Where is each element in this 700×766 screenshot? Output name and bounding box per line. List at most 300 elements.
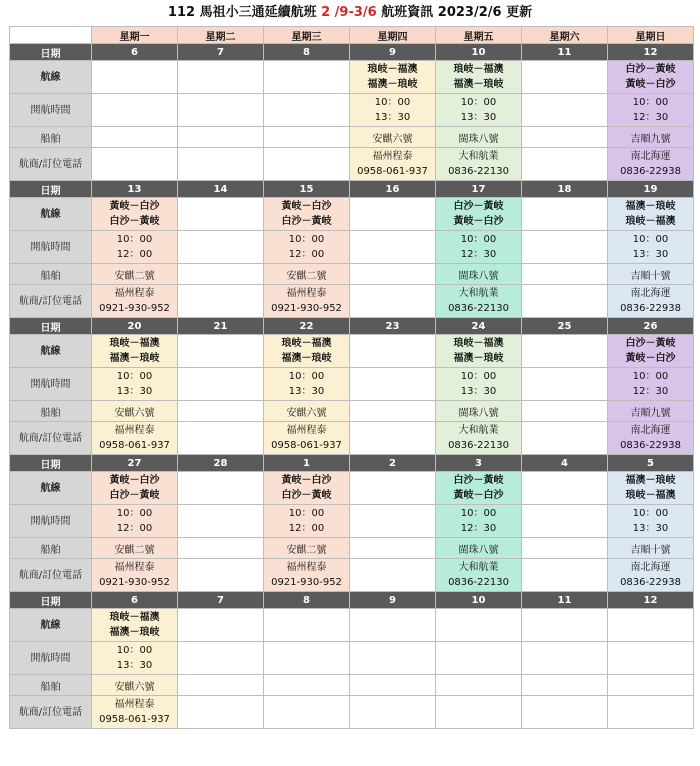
agent-cell (436, 148, 522, 181)
empty-cell (178, 198, 264, 231)
ship-cell: 吉順十號 (608, 538, 694, 559)
empty-cell (92, 148, 178, 181)
time-line: 13：30 (116, 660, 153, 671)
agent-line: 福州程泰 (286, 288, 327, 299)
route-row (10, 198, 694, 231)
route-row (10, 609, 694, 642)
time-line: 10：00 (288, 508, 325, 519)
agent-line: 福州程泰 (286, 562, 327, 573)
empty-cell (350, 368, 436, 401)
route-line: 琅岐－福澳 (109, 338, 160, 349)
empty-cell (178, 559, 264, 592)
time-row (10, 368, 694, 401)
route-line: 白沙－黃岐 (109, 490, 160, 501)
empty-cell (522, 609, 608, 642)
time-line: 12：00 (116, 523, 153, 534)
empty-cell (350, 285, 436, 318)
empty-cell (92, 61, 178, 94)
date-cell: 1 (264, 455, 350, 472)
ship-row (10, 401, 694, 422)
route-cell (608, 335, 694, 368)
agent-line: 福州程泰 (372, 151, 413, 162)
agent-cell (608, 285, 694, 318)
empty-cell (350, 198, 436, 231)
ship-cell: 安麒六號 (92, 401, 178, 422)
route-cell (436, 335, 522, 368)
empty-cell (350, 401, 436, 422)
empty-cell (178, 642, 264, 675)
empty-cell (178, 675, 264, 696)
date-cell: 23 (350, 318, 436, 335)
page-title (0, 0, 700, 26)
header-corner (10, 27, 92, 44)
date-cell: 22 (264, 318, 350, 335)
agent-label: 航商/訂位電話 (10, 696, 92, 729)
route-cell (92, 609, 178, 642)
route-label: 航線 (10, 335, 92, 368)
ship-cell: 閩珠八號 (436, 401, 522, 422)
route-label: 航線 (10, 61, 92, 94)
empty-cell (522, 675, 608, 696)
time-line: 13：30 (288, 386, 325, 397)
time-cell (92, 642, 178, 675)
route-line: 黃岐－白沙 (281, 201, 332, 212)
time-row (10, 94, 694, 127)
date-cell: 21 (178, 318, 264, 335)
route-line: 白沙－黃岐 (281, 490, 332, 501)
time-label: 開航時間 (10, 231, 92, 264)
empty-cell (522, 422, 608, 455)
date-cell: 6 (92, 592, 178, 609)
date-label: 日期 (10, 455, 92, 472)
weekday-header: 星期五 (436, 27, 522, 44)
empty-cell (264, 148, 350, 181)
time-line: 10：00 (288, 371, 325, 382)
route-label: 航線 (10, 472, 92, 505)
empty-cell (522, 127, 608, 148)
time-label: 開航時間 (10, 368, 92, 401)
empty-cell (178, 472, 264, 505)
agent-line: 0958-061-937 (99, 714, 170, 725)
empty-cell (178, 422, 264, 455)
time-line: 10：00 (288, 234, 325, 245)
time-line: 10：00 (116, 371, 153, 382)
date-cell: 19 (608, 181, 694, 198)
empty-cell (522, 401, 608, 422)
agent-cell (92, 285, 178, 318)
time-cell (608, 505, 694, 538)
route-cell (92, 472, 178, 505)
empty-cell (264, 61, 350, 94)
agent-line: 福州程泰 (286, 425, 327, 436)
date-cell: 26 (608, 318, 694, 335)
route-cell (608, 472, 694, 505)
empty-cell (522, 94, 608, 127)
ship-cell: 安麒六號 (264, 401, 350, 422)
date-cell: 5 (608, 455, 694, 472)
ship-cell: 安麒二號 (264, 538, 350, 559)
ship-cell: 閩珠八號 (436, 264, 522, 285)
date-label: 日期 (10, 44, 92, 61)
empty-cell (178, 148, 264, 181)
route-line: 福澳－琅岐 (453, 353, 504, 364)
title-suffix: 航班資訊 2023/2/6 更新 (376, 5, 533, 20)
agent-line: 0921-930-952 (99, 577, 170, 588)
agent-line: 0836-22938 (620, 166, 681, 177)
agent-line: 大和航業 (458, 151, 499, 162)
agent-line: 0958-061-937 (99, 440, 170, 451)
empty-cell (178, 696, 264, 729)
route-line: 黃岐－白沙 (453, 490, 504, 501)
date-cell: 9 (350, 592, 436, 609)
empty-cell (522, 696, 608, 729)
route-line: 白沙－黃岐 (453, 201, 504, 212)
route-line: 福澳－琅岐 (625, 475, 676, 486)
agent-line: 0836-22938 (620, 577, 681, 588)
agent-line: 0921-930-952 (271, 303, 342, 314)
date-row (10, 318, 694, 335)
date-cell: 9 (350, 44, 436, 61)
agent-line: 福州程泰 (114, 425, 155, 436)
date-cell: 7 (178, 44, 264, 61)
agent-row (10, 696, 694, 729)
time-cell (608, 231, 694, 264)
time-line: 10：00 (116, 234, 153, 245)
time-line: 12：00 (116, 249, 153, 260)
time-line: 10：00 (632, 97, 669, 108)
route-line: 琅岐－福澳 (453, 64, 504, 75)
empty-cell (264, 642, 350, 675)
route-line: 福澳－琅岐 (281, 353, 332, 364)
route-cell (264, 472, 350, 505)
agent-row (10, 559, 694, 592)
agent-line: 福州程泰 (114, 699, 155, 710)
date-label: 日期 (10, 592, 92, 609)
ship-label: 船舶 (10, 264, 92, 285)
empty-cell (178, 609, 264, 642)
date-row (10, 181, 694, 198)
empty-cell (522, 559, 608, 592)
empty-cell (522, 285, 608, 318)
time-label: 開航時間 (10, 642, 92, 675)
empty-cell (522, 335, 608, 368)
agent-cell (436, 285, 522, 318)
ship-cell: 閩珠八號 (436, 538, 522, 559)
ship-label: 船舶 (10, 538, 92, 559)
empty-cell (350, 231, 436, 264)
agent-cell (264, 559, 350, 592)
date-cell: 18 (522, 181, 608, 198)
date-cell: 8 (264, 592, 350, 609)
agent-line: 大和航業 (458, 288, 499, 299)
route-label: 航線 (10, 609, 92, 642)
date-cell: 15 (264, 181, 350, 198)
route-line: 白沙－黃岐 (453, 475, 504, 486)
date-cell: 12 (608, 592, 694, 609)
empty-cell (608, 675, 694, 696)
empty-cell (522, 198, 608, 231)
time-line: 12：30 (632, 386, 669, 397)
date-cell: 16 (350, 181, 436, 198)
agent-line: 0958-061-937 (357, 166, 428, 177)
route-row (10, 472, 694, 505)
empty-cell (178, 127, 264, 148)
empty-cell (522, 61, 608, 94)
empty-cell (350, 335, 436, 368)
empty-cell (522, 505, 608, 538)
empty-cell (522, 264, 608, 285)
empty-cell (522, 368, 608, 401)
time-cell (264, 505, 350, 538)
agent-line: 南北海運 (630, 562, 671, 573)
weekday-header: 星期四 (350, 27, 436, 44)
agent-cell (608, 148, 694, 181)
date-cell: 4 (522, 455, 608, 472)
date-cell: 11 (522, 592, 608, 609)
agent-line: 南北海運 (630, 288, 671, 299)
route-line: 黃岐－白沙 (281, 475, 332, 486)
date-cell: 10 (436, 592, 522, 609)
empty-cell (178, 505, 264, 538)
agent-cell (92, 696, 178, 729)
route-line: 白沙－黃岐 (281, 216, 332, 227)
time-cell (608, 94, 694, 127)
route-line: 琅岐－福澳 (367, 64, 418, 75)
ferry-schedule-table (9, 26, 694, 729)
time-row (10, 642, 694, 675)
agent-row (10, 422, 694, 455)
date-cell: 12 (608, 44, 694, 61)
ship-cell: 吉順九號 (608, 401, 694, 422)
ship-label: 船舶 (10, 127, 92, 148)
route-cell (350, 61, 436, 94)
time-line: 10：00 (116, 508, 153, 519)
agent-line: 0921-930-952 (99, 303, 170, 314)
time-label: 開航時間 (10, 94, 92, 127)
weekday-header: 星期二 (178, 27, 264, 44)
route-line: 福澳－琅岐 (625, 201, 676, 212)
date-cell: 8 (264, 44, 350, 61)
date-cell: 25 (522, 318, 608, 335)
route-line: 琅岐－福澳 (281, 338, 332, 349)
agent-line: 0836-22130 (448, 166, 509, 177)
empty-cell (608, 642, 694, 675)
empty-cell (436, 696, 522, 729)
empty-cell (92, 94, 178, 127)
time-line: 10：00 (116, 645, 153, 656)
time-cell (92, 368, 178, 401)
empty-cell (350, 559, 436, 592)
agent-line: 0836-22130 (448, 440, 509, 451)
ship-cell: 閩珠八號 (436, 127, 522, 148)
route-cell (436, 472, 522, 505)
empty-cell (436, 675, 522, 696)
agent-cell (350, 148, 436, 181)
empty-cell (264, 696, 350, 729)
empty-cell (178, 538, 264, 559)
date-cell: 6 (92, 44, 178, 61)
route-cell (264, 198, 350, 231)
ship-row (10, 264, 694, 285)
route-line: 黃岐－白沙 (625, 79, 676, 90)
route-line: 黃岐－白沙 (109, 475, 160, 486)
ship-label: 船舶 (10, 401, 92, 422)
empty-cell (522, 642, 608, 675)
ship-cell: 吉順九號 (608, 127, 694, 148)
agent-label: 航商/訂位電話 (10, 559, 92, 592)
empty-cell (92, 127, 178, 148)
agent-cell (264, 285, 350, 318)
ship-cell: 安麒二號 (92, 538, 178, 559)
route-line: 琅岐－福澳 (625, 216, 676, 227)
weekday-header: 星期三 (264, 27, 350, 44)
date-cell: 3 (436, 455, 522, 472)
route-line: 黃岐－白沙 (453, 216, 504, 227)
time-cell (436, 368, 522, 401)
agent-line: 大和航業 (458, 562, 499, 573)
time-cell (608, 368, 694, 401)
route-cell (608, 61, 694, 94)
route-line: 白沙－黃岐 (109, 216, 160, 227)
agent-line: 0836-22130 (448, 577, 509, 588)
agent-line: 大和航業 (458, 425, 499, 436)
time-row (10, 505, 694, 538)
time-line: 10：00 (374, 97, 411, 108)
empty-cell (178, 94, 264, 127)
agent-cell (436, 559, 522, 592)
agent-line: 0836-22938 (620, 303, 681, 314)
time-line: 10：00 (632, 371, 669, 382)
empty-cell (608, 696, 694, 729)
time-row (10, 231, 694, 264)
time-cell (92, 231, 178, 264)
agent-line: 南北海運 (630, 425, 671, 436)
route-line: 福澳－琅岐 (453, 79, 504, 90)
agent-cell (92, 422, 178, 455)
empty-cell (350, 422, 436, 455)
date-cell: 24 (436, 318, 522, 335)
route-line: 琅岐－福澳 (625, 490, 676, 501)
route-cell (436, 198, 522, 231)
empty-cell (178, 61, 264, 94)
empty-cell (436, 609, 522, 642)
route-label: 航線 (10, 198, 92, 231)
date-cell: 20 (92, 318, 178, 335)
empty-cell (350, 538, 436, 559)
empty-cell (350, 505, 436, 538)
route-line: 琅岐－福澳 (109, 612, 160, 623)
empty-cell (350, 264, 436, 285)
empty-cell (178, 231, 264, 264)
agent-cell (608, 559, 694, 592)
route-line: 琅岐－福澳 (453, 338, 504, 349)
time-line: 13：30 (116, 386, 153, 397)
route-cell (264, 335, 350, 368)
empty-cell (178, 335, 264, 368)
empty-cell (178, 401, 264, 422)
empty-cell (350, 472, 436, 505)
agent-row (10, 285, 694, 318)
route-cell (92, 335, 178, 368)
date-cell: 11 (522, 44, 608, 61)
time-line: 10：00 (632, 508, 669, 519)
agent-cell (436, 422, 522, 455)
time-cell (436, 505, 522, 538)
empty-cell (350, 675, 436, 696)
date-label: 日期 (10, 181, 92, 198)
date-cell: 14 (178, 181, 264, 198)
ship-cell: 安麒二號 (92, 264, 178, 285)
agent-line: 南北海運 (630, 151, 671, 162)
date-row (10, 592, 694, 609)
ship-row (10, 675, 694, 696)
empty-cell (264, 94, 350, 127)
route-line: 白沙－黃岐 (625, 64, 676, 75)
agent-line: 0958-061-937 (271, 440, 342, 451)
empty-cell (264, 127, 350, 148)
date-label: 日期 (10, 318, 92, 335)
agent-label: 航商/訂位電話 (10, 148, 92, 181)
time-line: 13：30 (632, 523, 669, 534)
empty-cell (350, 609, 436, 642)
time-line: 13：30 (460, 112, 497, 123)
agent-label: 航商/訂位電話 (10, 422, 92, 455)
date-cell: 10 (436, 44, 522, 61)
route-line: 福澳－琅岐 (367, 79, 418, 90)
route-line: 黃岐－白沙 (109, 201, 160, 212)
time-cell (436, 231, 522, 264)
date-cell: 2 (350, 455, 436, 472)
date-cell: 7 (178, 592, 264, 609)
weekday-header: 星期日 (608, 27, 694, 44)
time-line: 12：30 (460, 523, 497, 534)
route-line: 福澳－琅岐 (109, 627, 160, 638)
time-line: 13：30 (374, 112, 411, 123)
title-date-range: 2 /9-3/6 (321, 5, 377, 20)
time-label: 開航時間 (10, 505, 92, 538)
route-row (10, 61, 694, 94)
time-line: 10：00 (460, 508, 497, 519)
agent-line: 福州程泰 (114, 288, 155, 299)
ship-cell: 安麒二號 (264, 264, 350, 285)
time-line: 10：00 (460, 97, 497, 108)
route-row (10, 335, 694, 368)
date-cell: 28 (178, 455, 264, 472)
ship-cell: 安麒六號 (350, 127, 436, 148)
agent-cell (264, 422, 350, 455)
empty-cell (264, 609, 350, 642)
empty-cell (522, 231, 608, 264)
empty-cell (178, 285, 264, 318)
weekday-header-row (10, 27, 694, 44)
route-cell (436, 61, 522, 94)
schedule-body (10, 27, 694, 729)
time-cell (264, 231, 350, 264)
agent-row (10, 148, 694, 181)
empty-cell (350, 696, 436, 729)
empty-cell (350, 642, 436, 675)
agent-line: 0836-22938 (620, 440, 681, 451)
weekday-header: 星期一 (92, 27, 178, 44)
empty-cell (522, 148, 608, 181)
route-line: 福澳－琅岐 (109, 353, 160, 364)
time-cell (436, 94, 522, 127)
empty-cell (608, 609, 694, 642)
agent-line: 0921-930-952 (271, 577, 342, 588)
time-line: 12：00 (288, 523, 325, 534)
empty-cell (522, 538, 608, 559)
time-line: 13：30 (460, 386, 497, 397)
